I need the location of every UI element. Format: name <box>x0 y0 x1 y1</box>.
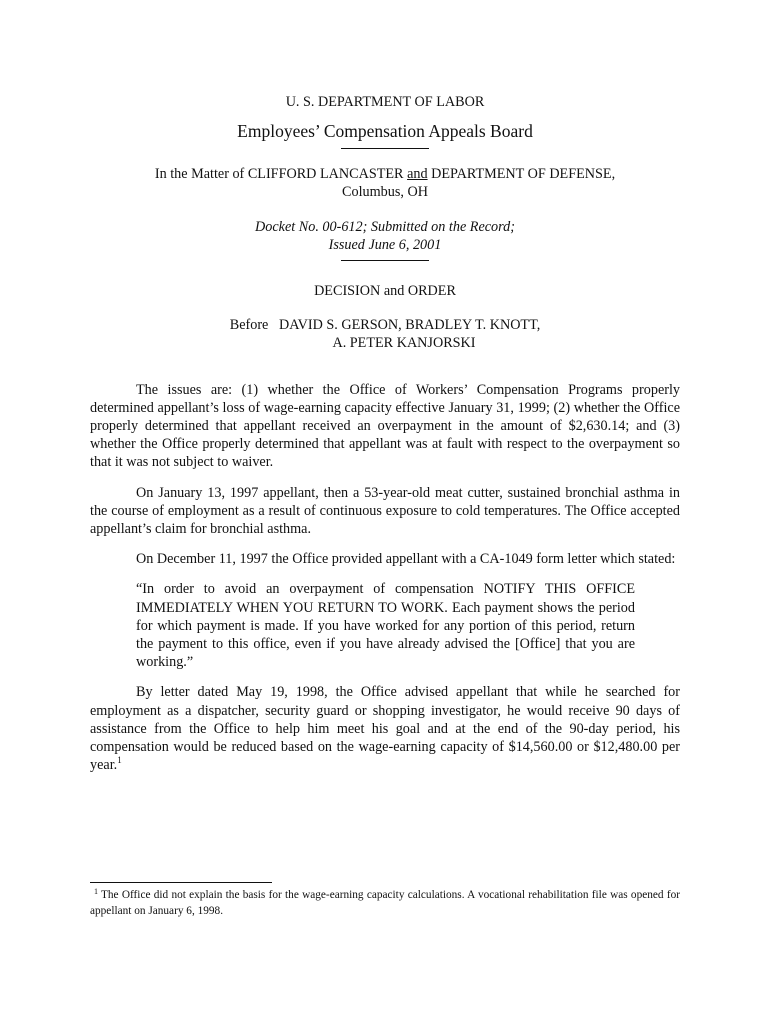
caption-location: Columbus, OH <box>342 184 428 201</box>
docket-divider <box>341 260 429 261</box>
department-heading: U. S. DEPARTMENT OF LABOR <box>285 94 485 110</box>
block-quote: “In order to avoid an overpayment of compensation NOTIFY THIS OFFICE IMMEDIATELY WHEN YOU RETURN TO WORK. Each payment shows the period for which payment is made. If you have worked for any portion of this period, return the payment to this office, even if you have already advised the [Office] that you are working.” <box>136 581 635 671</box>
case-caption <box>90 165 680 201</box>
paragraph-wage-earning-text: By letter dated May 19, 1998, the Office advised appellant that while he searched for employment as a dispatcher, security guard or shopping investigator, he would receive 90 days of assistance from the Office to help him meet his goal and at the end of the 90-day period, his compensation would be reduced based on the wage-earning capacity of $14,560.00 or $12,480.00 per year. <box>90 684 680 774</box>
panel-members <box>90 316 680 352</box>
paragraph-wage-earning <box>90 683 680 774</box>
footnote-reference: 1 <box>117 755 122 766</box>
caption-and: and <box>407 166 428 183</box>
paragraph-background: On January 13, 1997 appellant, then a 53-year-old meat cutter, sustained bronchial asthma in the course of employment as a result of continuous exposure to cold temperatures. The Office accepted appellant’s claim for bronchial asthma. <box>90 484 680 538</box>
heading-divider <box>341 148 429 149</box>
footnote-mark: 1 <box>94 887 98 896</box>
paragraph-form-letter: On December 11, 1997 the Office provided appellant with a CA-1049 form letter which stated: <box>136 551 676 568</box>
paragraph-issues: The issues are: (1) whether the Office of Workers’ Compensation Programs properly determined appellant’s loss of wage-earning capacity effective January 31, 1999; (2) whether the Office properly determined that appellant received an overpayment in the amount of $2,630.14; and (3) whether the Office properly determined that appellant was at fault with respect to the overpayment so that it was not subject to waiver. <box>90 381 680 471</box>
panel-line-1: Before DAVID S. GERSON, BRADLEY T. KNOTT, <box>229 317 541 334</box>
caption-prefix: In the Matter of CLIFFORD LANCASTER <box>154 166 408 183</box>
footnote-divider <box>90 882 272 883</box>
footnote-text: The Office did not explain the basis for the wage-earning capacity calculations. A vocational rehabilitation file was opened for appellant on January 6, 1998. <box>90 889 680 917</box>
docket-line-2: Issued June 6, 2001 <box>328 236 442 253</box>
footnote <box>90 887 680 919</box>
caption-suffix: DEPARTMENT OF DEFENSE, <box>427 166 616 183</box>
document-body <box>90 93 680 774</box>
docket-info <box>90 218 680 254</box>
panel-line-2: A. PETER KANJORSKI <box>332 335 476 352</box>
decision-title: DECISION and ORDER <box>314 283 456 300</box>
board-title: Employees’ Compensation Appeals Board <box>237 121 533 142</box>
docket-line-1: Docket No. 00-612; Submitted on the Record; <box>255 218 515 235</box>
